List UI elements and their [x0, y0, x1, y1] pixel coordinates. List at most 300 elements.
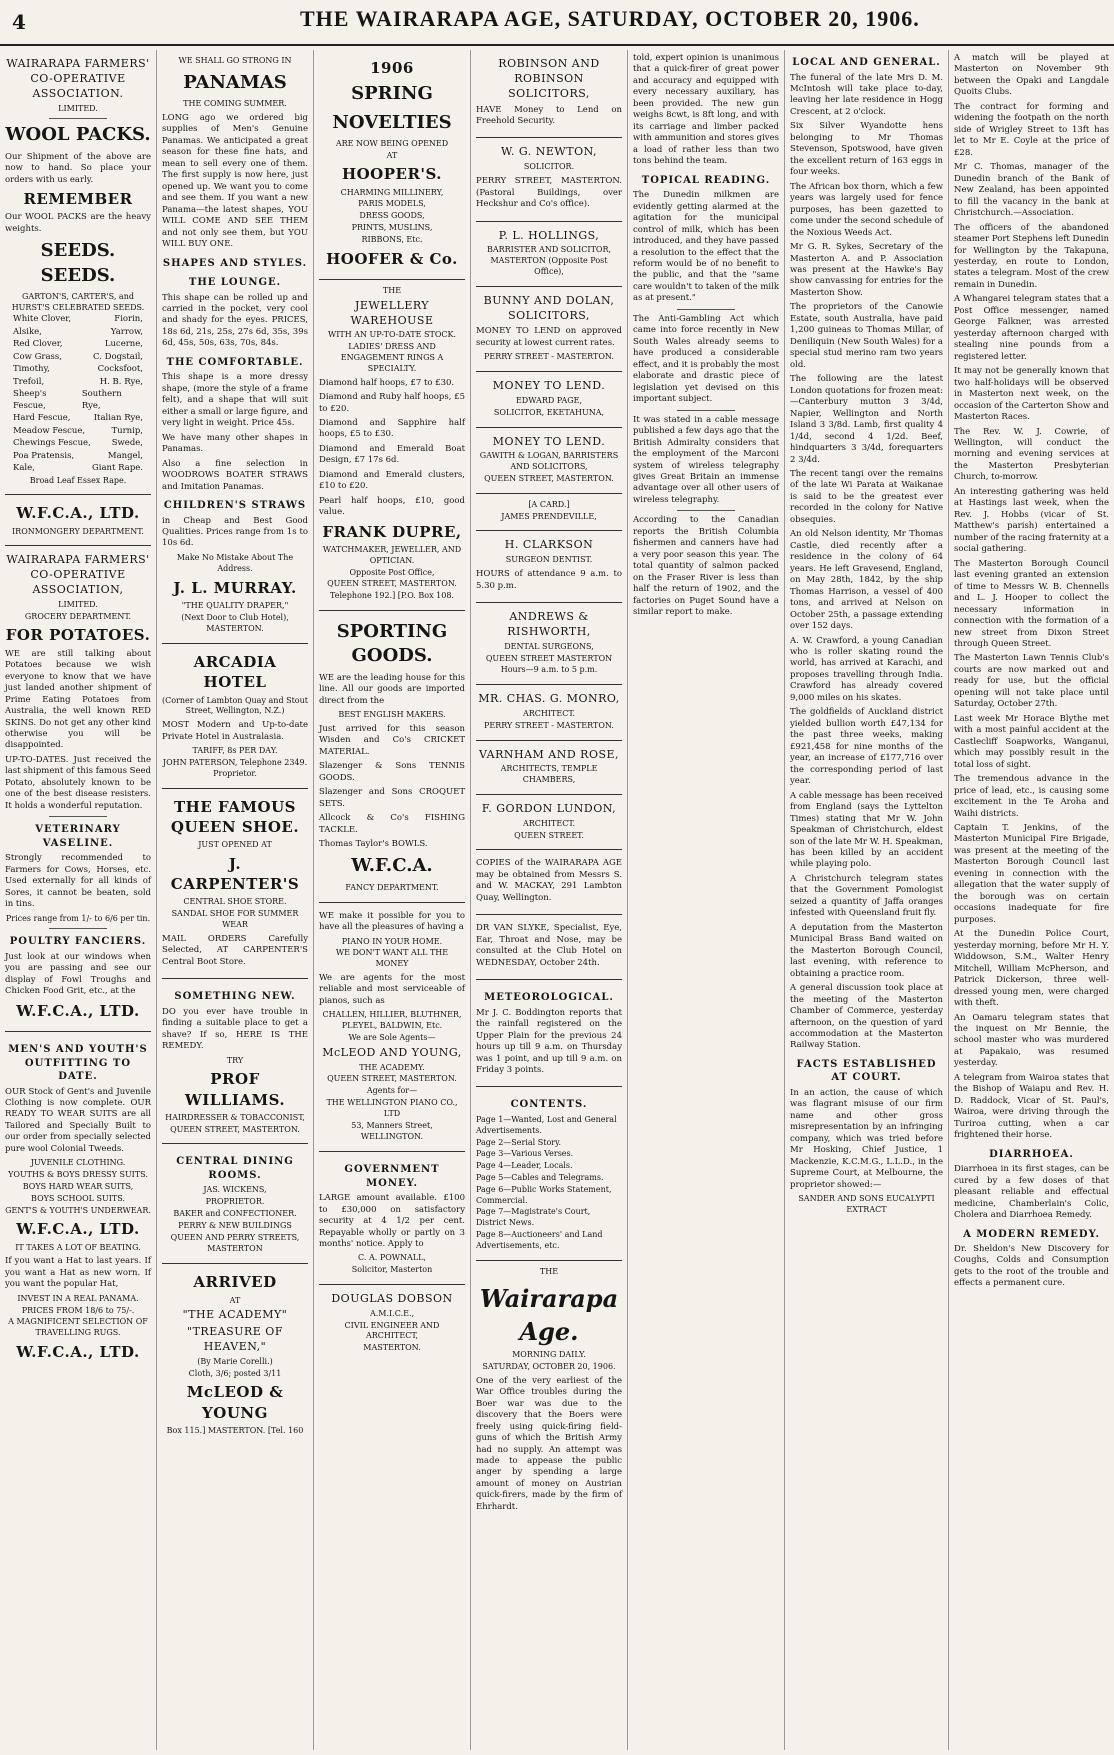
- hollings-title: BARRISTER AND SOLICITOR, MASTERTON (Opposite Post Office),: [486, 245, 612, 276]
- lounge-heading: THE LOUNGE.: [188, 277, 282, 289]
- shapes-heading: SHAPES AND STYLES.: [162, 257, 308, 269]
- woolpacks-title: WOOL PACKS.: [5, 124, 151, 146]
- wellington-label: WELLINGTON.: [360, 1132, 424, 1142]
- jewellery-title: JEWELLERY WAREHOUSE: [350, 298, 434, 327]
- panamas-title: PANAMAS: [183, 71, 287, 93]
- surgeon-label: SURGEON DENTIST.: [505, 555, 593, 565]
- modern-remedy-heading: A MODERN REMEDY.: [963, 1228, 1100, 1240]
- seed-right: Italian Rye,: [93, 413, 143, 424]
- news-item: In an action, the cause of which was flagrant misuse of our firm name and other gross misrepresentation by an infringing company, which was tried before Mr Hosking, Chief Justice, 1 Mackenzie, K.C.M.G., L.L.D., in the Supreme Court, at Melbourne, the proprietor showed:—: [790, 1087, 943, 1190]
- contents-heading: CONTENTS.: [510, 1099, 588, 1111]
- seeds-title: SEEDS. SEEDS.: [40, 240, 116, 286]
- news-item: Mr C. Thomas, manager of the Dunedin branch of the Bank of New Zealand, has been appointed to fill the vacancy in the bank at Christchurch.—Association.: [954, 162, 1109, 219]
- paterson-label: JOHN PATERSON, Telephone 2349. Proprietor.: [162, 758, 308, 778]
- ad-queen-shoe: [162, 789, 308, 980]
- divider: [677, 309, 735, 310]
- association-name: WAIRARAPA FARMERS' CO-OPERATIVE ASSOCIATION.: [6, 57, 150, 100]
- queen-masterton-label: QUEEN STREET, MASTERTON.: [327, 1074, 457, 1084]
- fancy-label: FANCY DEPARTMENT.: [345, 882, 439, 892]
- central-boot-label: CENTRAL SHOE STORE.: [183, 897, 287, 907]
- ad-arcadia-hotel: [162, 644, 308, 788]
- seed-right: Giant Rape.: [91, 463, 143, 474]
- news-item: Six Silver Wyandotte hens belonging to Mr Thomas Stevenson, Spotswood, have given the excellent return of 163 eggs in four weeks.: [790, 121, 943, 178]
- newton-title: SOLICITOR.: [523, 162, 575, 172]
- wfca-label: W.F.C.A.: [351, 855, 433, 877]
- hard-wear-label: BOYS HARD WEAR SUITS,: [22, 1181, 134, 1191]
- ad-piano: [319, 903, 465, 1153]
- news-item: At the Dunedin Police Court, yesterday morning, before Mr H. Y. Widdowson, S.M., Walter Henry Mitchell, William McPherson, and Patrick Dickerson, three well-dressed young men, were charged with theft.: [954, 929, 1109, 1009]
- bunny-address: PERRY STREET - MASTERTON.: [484, 352, 614, 362]
- prof-williams-name: PROF WILLIAMS.: [184, 1070, 286, 1109]
- divider: [49, 816, 107, 817]
- seed-row: [13, 377, 143, 388]
- section-contents: [476, 1087, 622, 1260]
- sander-label: SANDER AND SONS EUCALYPTI EXTRACT: [798, 1194, 935, 1214]
- proprietor-label: PROPRIETOR.: [205, 1197, 265, 1207]
- ad-arrived: [162, 1264, 308, 1444]
- seed-right: Cocksfoot,: [97, 364, 143, 375]
- news-item: The African box thorn, which a few years was largely used for fence purposes, has been gazetted to come under the second schedule of the Noxious Weeds Act.: [790, 181, 943, 238]
- seed-right: C. Dogstail,: [93, 351, 143, 362]
- section-meteorological: [476, 980, 622, 1087]
- seed-right: Lucerne,: [104, 339, 143, 350]
- seed-row: [13, 451, 143, 462]
- murray-name: J. L. MURRAY.: [173, 578, 297, 597]
- money2-heading: MONEY TO LEND.: [492, 434, 606, 448]
- dental-label: DENTAL SURGEONS,: [504, 641, 594, 651]
- meteorological-text: Mr J. C. Boddington reports that the rainfall registered on the Upper Plain for the previous 24 hours up till 9 a.m. on Thursday was 1 point, and up till 9 a.m. on Friday 3 points.: [476, 1007, 622, 1075]
- hollings-name: P. L. HOLLINGS,: [498, 228, 600, 242]
- page-name: EDWARD PAGE,: [515, 396, 583, 406]
- dining-heading: CENTRAL DINING ROOMS.: [176, 1156, 294, 1181]
- card-vanham: [476, 741, 622, 795]
- remember-text: Our WOOL PACKS are the heavy weights.: [5, 212, 151, 234]
- card-clarkson: [476, 531, 622, 603]
- robinson-text: HAVE Money to Lend on Freehold Security.: [476, 104, 622, 126]
- outfitting-title: MEN'S AND YOUTH'S OUTFITTING TO DATE.: [8, 1044, 148, 1083]
- panamas-text: LONG ago we ordered big supplies of Men's Genuine Panamas. We anticipated a great season for these fine hats, and mean to sell every one of them. The first supply is now here, just opened up. We want you to come and see them. If you want a new Panama—the latest shapes, YOU WILL COME AND SEE THEM and not only see them, but YOU WILL BUY ONE.: [162, 112, 308, 250]
- rings-label: LADIES' DRESS AND ENGAGEMENT RINGS A SPECIALTY.: [340, 342, 444, 373]
- news-item: A telegram from Wairoa states that the Bishop of Waiapu and Rev. H. D. Raddock, Vicar of St. Paul's, Wairoa, were driving through the Turiroa cutting, when a car frightened their horse.: [954, 1072, 1109, 1141]
- gawith-name: GAWITH & LOGAN, BARRISTERS AND SOLICITORS,: [479, 451, 619, 472]
- contents-item: Page 2—Serial Story.: [476, 1137, 562, 1147]
- mistake-text: Make No Mistake About The Address.: [176, 552, 294, 573]
- news-item: A. W. Crawford, a young Canadian who is roller skating round the world, has arrived at Karachi, and proposes travelling through India. Crawford has already covered 9,000 miles on his skates.: [790, 635, 943, 703]
- divider: [49, 928, 107, 929]
- card-prendeville: [476, 494, 622, 532]
- news-item: Captain T. Jenkins, of the Masterton Municipal Fire Brigade, was present at the meeting of the Masterton Borough Council last evening in connection with the allegation that the water supply of the borough was on certain occasions inadequate for fire purposes.: [954, 823, 1109, 925]
- lundon-name: F. GORDON LUNDON,: [481, 801, 617, 815]
- seed-right: H. B. Rye,: [99, 376, 143, 387]
- queen-perry-label: QUEEN AND PERRY STREETS,: [170, 1232, 300, 1242]
- box-tel-label: Box 115.] MASTERTON. [Tel. 160: [166, 1425, 304, 1435]
- contents-item: Page 6—Public Works Statement, Commercial.: [476, 1184, 612, 1205]
- dobson-name: DOUGLAS DOBSON: [331, 1292, 453, 1306]
- ironmongery-label: IRONMONGERY DEPARTMENT.: [12, 526, 144, 536]
- masterton-label-2: MASTERTON: [207, 1244, 263, 1254]
- contents-item: Page 8—Auctioneers' and Land Advertisements, etc.: [476, 1229, 603, 1250]
- baker-label: BAKER and CONFECTIONER.: [173, 1209, 297, 1219]
- architect-label: ARCHITECT.: [522, 708, 576, 718]
- news-item: An old Nelson identity, Mr Thomas Castle, died recently after a residence in the colony of 64 years. He left Gravesend, England, on May 28th, 1842, by the ship Thomas Harrison, a vessel of 400 tons, and arrived at Nelson on October 25th, a passage extending over 152 days.: [790, 529, 943, 632]
- masterton-label: MASTERTON.: [363, 1343, 421, 1353]
- underwear-label: GENT'S & YOUTH'S UNDERWEAR.: [5, 1205, 151, 1215]
- ad-ironmongery: [5, 495, 151, 546]
- limited-label-2: LIMITED.: [58, 599, 98, 609]
- sandal-label: SANDAL SHOE FOR SUMMER WEAR: [171, 909, 299, 929]
- news-item: A Christchurch telegram states that the Government Pomologist seized a quantity of Jaffa oranges infested with Queensland fruit fly.: [790, 873, 943, 919]
- seed-row: [13, 314, 143, 325]
- broad-leaf-rape: Broad Leaf Essex Rape.: [29, 475, 127, 485]
- section-leader: [476, 1261, 622, 1524]
- panama-lines: If you want a Hat to last years. If you want a Hat as new worn. If you want the popular Hat,: [5, 1256, 151, 1290]
- topical-heading: TOPICAL READING.: [641, 174, 771, 186]
- sole-label: We are Sole Agents—: [348, 1032, 436, 1042]
- arcadia-text: MOST Modern and Up-to-date Private Hotel in Australasia.: [162, 720, 308, 742]
- corelli-label: (By Marie Corelli.): [197, 1356, 273, 1366]
- vanham-name: VARNHAM AND ROSE,: [478, 747, 620, 761]
- just-opened-label: JUST OPENED AT: [198, 840, 272, 850]
- news-item: A cable message has been received from England (says the Lyttelton Times) stating that Mr W. John Speakman of Christchurch, eldest son of the late Mr W. H. Speakman, has been killed by an accident while playing polo.: [790, 790, 943, 870]
- other-shapes-text: We have many other shapes in Panamas.: [162, 432, 308, 455]
- seed-row: [13, 352, 143, 363]
- news-item: An Oamaru telegram states that the inquest on Mr Bennie, the school master who was murdered at Papakaio, was resumed yesterday.: [954, 1012, 1109, 1069]
- newton-address: PERRY STREET, MASTERTON. (Pastoral Buildings, over Heckshur and Co's office).: [476, 176, 622, 210]
- goods-4: PRINTS, MUSLINS,: [351, 223, 433, 233]
- masthead: [0, 0, 1114, 46]
- hoofer-co-name: HOOFER & Co.: [326, 249, 458, 268]
- queen-street-label: QUEEN STREET, MASTERTON.: [484, 474, 614, 484]
- news-item: The following are the latest London quotations for frozen meat:—Canterbury mutton 3 3/4d, Napier, Wellington and North Island 3 3/8d. Lamb, first quality 4 1/4d, second 4 1/2d. Beef, hindquarters 3 3/4d, forequarters 2 3/4d.: [790, 374, 943, 465]
- seed-right: Turnip,: [111, 425, 143, 436]
- article-text-2: The Dunedin milkmen are evidently getting alarmed at the agitation for the municipal control of milk, which has been introduced, and they have passed a resolution to the effect that the reform would be of no benefit to the public, and that the "same care wouldn't to taken of the milk as at present.": [633, 190, 779, 304]
- club-hotel-label: (Next Door to Club Hotel),: [181, 612, 289, 622]
- news-item: The Masterton Lawn Tennis Club's courts are now marked out and ready for use, but the official opening will not take place until Saturday, October 27th.: [954, 653, 1109, 710]
- money-page-heading: MONEY TO LEND.: [492, 379, 606, 393]
- seed-left: Alsike,: [13, 326, 42, 337]
- goods-2: PARIS MODELS,: [358, 199, 426, 209]
- at-label: AT: [386, 150, 398, 160]
- goods-5: RIBBONS, Etc.: [361, 234, 423, 244]
- seed-row: [13, 413, 143, 424]
- card-page: [476, 372, 622, 427]
- childrens-text: in Cheap and Best Good Qualities. Prices range from 1s to 10s 6d.: [162, 515, 308, 549]
- seed-left: Hard Fescue,: [13, 413, 71, 424]
- association-name-2: WAIRARAPA FARMERS' CO-OPERATIVE ASSOCIATION,: [6, 553, 150, 597]
- carpenter-name: J. CARPENTER'S: [170, 854, 300, 894]
- govt-money-text: LARGE amount available. £100 to £30,000 on satisfactory security at 4 1/2 per cent. Repayable wholly or partly on 3 months' notice. Apply to: [319, 1193, 465, 1249]
- agents-text: We are agents for the most reliable and most serviceable of pianos, such as: [319, 972, 465, 1006]
- card-newton: [476, 138, 622, 221]
- hairdresser-label: HAIRDRESSER & TOBACCONIST,: [165, 1112, 305, 1122]
- jewellery-line-6: Pearl half hoops, £10, good value.: [319, 495, 465, 518]
- page-number: 4: [12, 10, 26, 34]
- wellington-piano-label: THE WELLINGTON PIANO CO., LTD: [326, 1097, 458, 1118]
- contents-item: Page 1—Wanted, Lost and General Advertisements.: [476, 1114, 617, 1135]
- news-item: Diarrhoea in its first stages, can be cured by a few doses of that pleasant reliable and effectual medicine, Chamberlain's Colic, Cholera and Diarrhoea Remedy.: [954, 1164, 1109, 1221]
- the-academy-label: THE ACADEMY.: [359, 1062, 425, 1072]
- leader-text: One of the very earliest of the War Office troubles during the Boer war was due to the discovery that the Boers were freely using quick-firing field-guns of which the British Army had no supply. An attempt was made to appease the public anger by spending a large amount of money on Austrian quick-firers, made by the firm of Ehrhardt.: [476, 1375, 622, 1512]
- card-monro: [476, 685, 622, 740]
- watchmaker-label: WATCHMAKER, JEWELLER, AND OPTICIAN.: [322, 545, 462, 565]
- arrived-title: ARRIVED: [193, 1273, 277, 1292]
- news-item: The goldfields of Auckland district yielded bullion worth £47,134 for the past three weeks, making £921,458 for nine months of the year, an increase of £177,716 over the corresponding period of last year.: [790, 707, 943, 787]
- invest-label: INVEST IN A REAL PANAMA.: [17, 1293, 139, 1303]
- seed-left: Kale,: [13, 463, 35, 474]
- news-item: An interesting gathering was held at Hastings last week, when the Rev. J. Hobbs (vicar of St. Matthew's parish) entertained a number of the racing fraternity at a social gathering.: [954, 486, 1109, 555]
- divider: [49, 118, 107, 119]
- copies-text: COPIES of the WAIRARAPA AGE may be obtained from Messrs S. and W. MACKAY, 291 Lambton Quay, Wellington.: [476, 858, 622, 903]
- spring-label: SPRING: [351, 83, 433, 105]
- academy-label: "THE ACADEMY": [182, 1308, 288, 1322]
- opposite-label: Opposite Post Office,: [349, 567, 435, 577]
- diarrhoea-heading: DIARRHOEA.: [989, 1148, 1074, 1160]
- news-item: The Masterton Borough Council last evening granted an extension of time to Messrs W. B. Chennells and L. J. Hooper to collect the necessary information in connection with the formation of a new street from Dixon Street through Queen Street.: [954, 558, 1109, 649]
- sporting-line-5: Thomas Taylor's BOWLS.: [319, 839, 428, 849]
- seed-row: [13, 364, 143, 375]
- news-item: The tremendous advance in the price of lead, etc., is causing some excitement in the Te Aroha and Waihi districts.: [954, 774, 1109, 819]
- news-item: Dr. Sheldon's New Discovery for Coughs, Colds and Consumption gets to the root of the trouble and effects a permanent cure.: [954, 1244, 1109, 1289]
- ad-hoopers: [319, 50, 465, 280]
- lounge-text: This shape can be rolled up and carried in the pocket, very cool and shady for the eyes. PRICES, 18s 6d, 21s, 25s, 27s 6d, 35s, 39s 6d, 45s, 50s, 63s, 70s, 84s.: [162, 292, 308, 349]
- amice-label: A.M.I.C.E.,: [369, 1308, 415, 1318]
- opened-label: ARE NOW BEING OPENED: [335, 138, 449, 148]
- potatoes-title: FOR POTATOES.: [5, 626, 151, 645]
- news-item: The proprietors of the Canowie Estate, south Australia, have paid 1,200 guineas to Thomas Millar, of Deniliquin (New South Wales) for a special stud merino ram two years old.: [790, 302, 943, 370]
- frank-dupre-name: FRANK DUPRE,: [322, 522, 462, 541]
- queen-street-label-3: QUEEN STREET.: [514, 830, 584, 840]
- facts-heading: FACTS ESTABLISHED AT COURT.: [796, 1058, 937, 1084]
- grocery-label: GROCERY DEPARTMENT.: [24, 611, 132, 621]
- article-text-5: According to the Canadian reports the British Columbia fishermen and canners have had a very poor season this year. The total quantity of salmon packed on the Fraser River is less than half the return of 1902, and the factories on Puget Sound have a similar report to make.: [633, 515, 779, 618]
- monro-name: MR. CHAS. G. MONRO,: [478, 692, 620, 706]
- seed-right: Swede,: [111, 438, 143, 449]
- dont-want-label: WE DON'T WANT ALL THE MONEY: [335, 948, 449, 969]
- column-5: [628, 50, 785, 1750]
- ad-dining-rooms: [162, 1144, 308, 1264]
- mail-orders-text: MAIL ORDERS Carefully Selected, AT CARPENTER'S Central Boot Store.: [162, 933, 308, 967]
- goods-1: CHARMING MILLINERY,: [340, 187, 444, 197]
- column-1: [0, 50, 157, 1750]
- try-label: TRY: [226, 1055, 244, 1065]
- news-item: The funeral of the late Mrs D. M. McIntosh will take place to-day, leaving her late residence in Hogg Crescent, at 2 o'clock.: [790, 72, 943, 117]
- comfortable-text: This shape is a more dressy shape, (more the style of a frame felt), and a shape that will suit either a small or large figure, and very light in weight. Price 45s.: [162, 372, 308, 429]
- mcleod-young-name: McLEOD & YOUNG: [186, 1383, 284, 1422]
- seed-right: Mangel,: [107, 450, 143, 461]
- civil-label: CIVIL ENGINEER AND ARCHITECT,: [344, 1320, 440, 1341]
- news-item: It may not be generally known that two half-holidays will be observed in Masterton next week, on the occasion of the Carterton Show and Masterton Races.: [954, 366, 1109, 423]
- prendeville-name: JAMES PRENDEVILLE,: [501, 511, 597, 521]
- card-andrews: [476, 603, 622, 685]
- article-text-1: told, expert opinion is unanimous that a quick-firer of great power and accuracy and equipped with every necessary auxiliary, has been provided. The new gun weighs 8cwt, is 8ft long, and with its carriage and limber packed with ammunition and stores gives a load of rather less than two tons behind the team.: [633, 53, 779, 167]
- vaseline-prices: Prices range from 1/- to 6/6 per tin.: [5, 913, 151, 923]
- panama-prices: PRICES FROM 18/6 to 75/-.: [21, 1305, 135, 1315]
- seed-row: [13, 463, 143, 474]
- ad-panamas: [162, 50, 308, 644]
- ad-prof-williams: [162, 979, 308, 1144]
- clarkson-name: H. CLARKSON: [504, 538, 594, 552]
- van-slyke-text: DR VAN SLYKE, Specialist, Eye, Ear, Throat and Nose, may be consulted at the Club Hotel on WEDNESDAY, October 24th.: [476, 923, 622, 968]
- card-lundon: [476, 795, 622, 850]
- sporting-line-1: Just arrived for this season Wisden and Co's CRICKET MATERIAL.: [319, 723, 465, 757]
- news-item: A Whangarei telegram states that a Post Office messenger, named George Falkner, was arrested yesterday afternoon charged with stealing nine pounds from a registered letter.: [954, 294, 1109, 362]
- masterton-label: MASTERTON.: [206, 624, 264, 634]
- ad-outfitting: [5, 1032, 151, 1372]
- tariff-label: TARIFF, 8s PER DAY.: [192, 746, 278, 756]
- column-2: [157, 50, 314, 1750]
- morning-daily-label: MORNING DAILY.: [512, 1350, 586, 1360]
- piano-text: WE make it possible for you to have all the pleasures of having a: [319, 910, 465, 933]
- poultry-title: POULTRY FANCIERS.: [9, 936, 147, 948]
- sporting-line-2: Slazenger & Sons TENNIS GOODS.: [319, 761, 465, 783]
- travelling-rugs: A MAGNIFICENT SELECTION OF TRAVELLING RUGS.: [8, 1317, 148, 1338]
- childrens-heading: CHILDREN'S STRAWS: [163, 500, 307, 512]
- news-item: A general discussion took place at the meeting of the Masterton Chamber of Commerce, yesterday afternoon, on the question of yard accommodation at the Masterton Railway Station.: [790, 983, 943, 1051]
- seed-right: Southern Rye,: [81, 389, 122, 411]
- queen-masterton-label: QUEEN STREET MASTERTON: [485, 653, 613, 663]
- ad-govt-money: [319, 1152, 465, 1285]
- bunny-text: MONEY TO LEND on approved security at lowest current rates.: [476, 326, 622, 348]
- notice-copies: [476, 850, 622, 915]
- news-item: The contract for forming and widening the footpath on the north side of Wrigley Street to 13ft has let to Mr E. Coyle at the price of £28.: [954, 101, 1109, 158]
- column-6: [785, 50, 949, 1750]
- mcleod-young-name: McLEOD AND YOUNG,: [322, 1045, 462, 1059]
- hours-text: HOURS of attendance 9 a.m. to 5.30 p.m.: [476, 569, 622, 591]
- seed-row: [13, 426, 143, 437]
- paper-nameplate: Wairarapa Age.: [479, 1284, 619, 1346]
- treasure-label: "TREASURE OF HEAVEN,": [187, 1325, 283, 1353]
- outfitting-text: OUR Stock of Gent's and Juvenile Clothing is now complete. OUR READY TO WEAR SUITS are all Tailored and Specially Built to our order from specially selected pure wool Colonial Tweeds.: [5, 1086, 151, 1154]
- contents-item: Page 3—Various Verses.: [476, 1149, 574, 1159]
- bunny-name: BUNNY AND DOLAN, SOLICITORS,: [483, 293, 615, 322]
- limited-label: LIMITED.: [58, 103, 98, 113]
- makers-label: BEST ENGLISH MAKERS.: [338, 709, 446, 719]
- boater-text: Also a fine selection in WOODROWS BOATER STRAWS and Imitation Panamas.: [162, 458, 308, 492]
- news-item: Last week Mr Horace Blythe met with a most painful accident at the Castlecliff Soapworks, Wanganui, which may possibly result in the total loss of sight.: [954, 713, 1109, 770]
- panamas-intro: WE SHALL GO STRONG IN: [178, 56, 292, 65]
- jewellery-line-2: Diamond and Ruby half hoops, £5 to £20.: [319, 392, 465, 414]
- seed-left: Red Clover,: [13, 339, 63, 350]
- beating-label: IT TAKES A LOT OF BEATING.: [15, 1242, 141, 1252]
- wickens-name: JAS. WICKENS,: [203, 1185, 267, 1195]
- column-7: [949, 50, 1114, 1750]
- arcadia-address: (Corner of Lambton Quay and Stout Street, Wellington, N.Z.): [162, 695, 308, 716]
- newspaper-title: THE WAIRARAPA AGE, SATURDAY, OCTOBER 20, 1906.: [300, 6, 920, 31]
- seed-left: Poa Pratensis,: [13, 450, 75, 461]
- divider: [677, 410, 735, 411]
- card-label: [A CARD.]: [528, 499, 570, 509]
- seeds-list: [5, 314, 151, 474]
- the-label: THE: [382, 285, 402, 295]
- at-label: AT: [229, 1295, 241, 1305]
- meteorological-heading: METEOROLOGICAL.: [484, 992, 614, 1004]
- brands-label: CHALLEN, HILLIER, BLUTHNER, PLEYEL, BALDWIN, Etc.: [322, 1010, 462, 1031]
- seed-left: Meadow Fescue,: [13, 425, 86, 436]
- sporting-line-3: Slazenger and Sons CROQUET SETS.: [319, 787, 465, 809]
- ad-dobson: [319, 1285, 465, 1362]
- wfca-ltd-2: W.F.C.A., LTD.: [16, 1001, 140, 1020]
- arcadia-title: ARCADIA HOTEL: [193, 653, 277, 692]
- seed-left: Trefoil,: [13, 376, 45, 387]
- sporting-line-4: Allcock & Co's FISHING TACKLE.: [319, 813, 465, 835]
- contents-item: Page 7—Magistrate's Court, District News.: [476, 1207, 591, 1228]
- wfca-ltd-1: W.F.C.A., LTD.: [16, 504, 140, 523]
- panamas-sub: THE COMING SUMMER.: [183, 99, 287, 109]
- dateline: SATURDAY, OCTOBER 20, 1906.: [482, 1361, 616, 1371]
- notice-van-slyke: [476, 915, 622, 980]
- potatoes-text: WE are still talking about Potatoes because we wish everyone to know that we have just landed another shipment of Prime Eating Potatoes from Australia, the well known RED SKINS. Do not get any other kind otherwise you will be disappointed.: [5, 648, 151, 751]
- divider: [677, 510, 735, 511]
- ad-wool-packs: [5, 50, 151, 495]
- jewellery-line-4: Diamond and Emerald Boat Design, £7 17s 6d.: [319, 443, 465, 466]
- pownall-name: C. A. POWNALL,: [358, 1253, 426, 1263]
- something-new-text: DO you ever have trouble in finding a suitable place to get a shave? If so, HERE IS THE REMEDY.: [162, 1006, 308, 1052]
- contents-item: Page 5—Cables and Telegrams.: [476, 1172, 604, 1182]
- vanham-title: ARCHITECTS, TEMPLE CHAMBERS,: [500, 764, 598, 785]
- novelties-label: NOVELTIES: [332, 111, 452, 133]
- seed-row: [13, 327, 143, 338]
- govt-money-heading: GOVERNMENT MONEY.: [344, 1164, 440, 1189]
- card-hollings: [476, 222, 622, 287]
- the-label: THE: [539, 1266, 559, 1276]
- news-item: The recent tangi over the remains of the late Wi Parata at Waikanae is said to be the greatest ever recorded in the colony for Native obsequies.: [790, 468, 943, 525]
- article-text-3: The Anti-Gambling Act which came into force recently in New South Wales already seems to have produced a considerable effect, and it is probably the most elaborate and drastic piece of legislation yet devised on this important subject.: [633, 313, 779, 405]
- seed-row: [13, 438, 143, 449]
- seed-right: Yarrow,: [110, 326, 143, 337]
- juvenile-label: JUVENILE CLOTHING.: [30, 1158, 126, 1168]
- vaseline-text: Strongly recommended to Farmers for Cows, Horses, etc. Used externally for all kinds of Sores, it cannot be beaten, sold in tins.: [5, 853, 151, 910]
- ad-jewellery: [319, 280, 465, 611]
- ad-sporting: [319, 611, 465, 903]
- jewellery-line-3: Diamond and Sapphire half hoops, £5 to £30.: [319, 418, 465, 440]
- manners-label: 53, Manners Street,: [351, 1120, 433, 1130]
- seed-right: Fiorin,: [114, 314, 143, 325]
- card-gawith: [476, 428, 622, 494]
- youths-label: YOUTHS & BOYS DRESSY SUITS.: [8, 1170, 148, 1180]
- seed-left: Cow Grass,: [13, 351, 62, 362]
- contents-item: Page 4—Leader, Locals.: [476, 1161, 573, 1171]
- remember-title: REMEMBER: [23, 190, 133, 209]
- queen-street-label: QUEEN STREET, MASTERTON.: [170, 1124, 300, 1134]
- article-text-4: It was stated in a cable message published a few days ago that the British Admiralty considers that the employment of the Marconi system of wireless telegraphy gives Great Britain an immense advantage over all other users of wireless telegraphy.: [633, 414, 779, 505]
- sporting-text: WE are the leading house for this line. All our goods are imported direct from the: [319, 672, 465, 706]
- news-item: A deputation from the Masterton Municipal Brass Band waited on the Masterton Borough Council, last evening, with reference to obtaining a practice room.: [790, 922, 943, 979]
- card-robinson: [476, 50, 622, 138]
- robinson-name: ROBINSON AND ROBINSON SOLICITORS,: [498, 57, 600, 100]
- andrews-name: ANDREWS & RISHWORTH,: [507, 610, 591, 638]
- hours2-label: Hours—9 a.m. to 5 p.m.: [500, 665, 598, 675]
- poultry-text: Just look at our windows when you are passing and see our display of Fowl Troughs and Chicken Food Grit, etc., at the: [5, 951, 151, 997]
- wfca-ltd-4: W.F.C.A., LTD.: [16, 1342, 140, 1361]
- page-title: SOLICITOR, EKETAHUNA,: [493, 407, 605, 417]
- solicitor-label: Solicitor, Masterton: [351, 1265, 433, 1275]
- jewellery-line-1: Diamond half hoops, £7 to £30.: [319, 377, 455, 388]
- comfortable-heading: THE COMFORTABLE.: [166, 356, 304, 368]
- column-4: [471, 50, 628, 1750]
- news-item: The officers of the abandoned steamer Port Stephens left Dunedin for Wellington by the Takapuna, yesterday, en route to London, states a telegram. Most of the crew remain in Dunedin.: [954, 222, 1109, 290]
- vaseline-title: VETERINARY VASELINE.: [35, 824, 121, 849]
- news-item: Mr G. R. Sykes, Secretary of the Masterton A. and P. Association was present at the Hawke's Bay show canvassing for entries for the Masterton Show.: [790, 242, 943, 298]
- piano-label: PIANO IN YOUR HOME.: [341, 936, 443, 946]
- seed-row: [13, 339, 143, 350]
- lundon-title: ARCHITECT.: [522, 818, 576, 828]
- perry-label: PERRY & NEW BUILDINGS: [178, 1220, 292, 1230]
- news-item: The Rev. W. J. Cowrie, of Wellington, will conduct the morning and evening services at the Masterton Presbyterian Church, to-morrow.: [954, 426, 1109, 483]
- newton-name: W. G. NEWTON,: [501, 145, 597, 159]
- year-label: 1906: [370, 59, 414, 77]
- stock-label: WITH AN UP-TO-DATE STOCK.: [327, 330, 457, 340]
- something-new-heading: SOMETHING NEW.: [174, 991, 296, 1003]
